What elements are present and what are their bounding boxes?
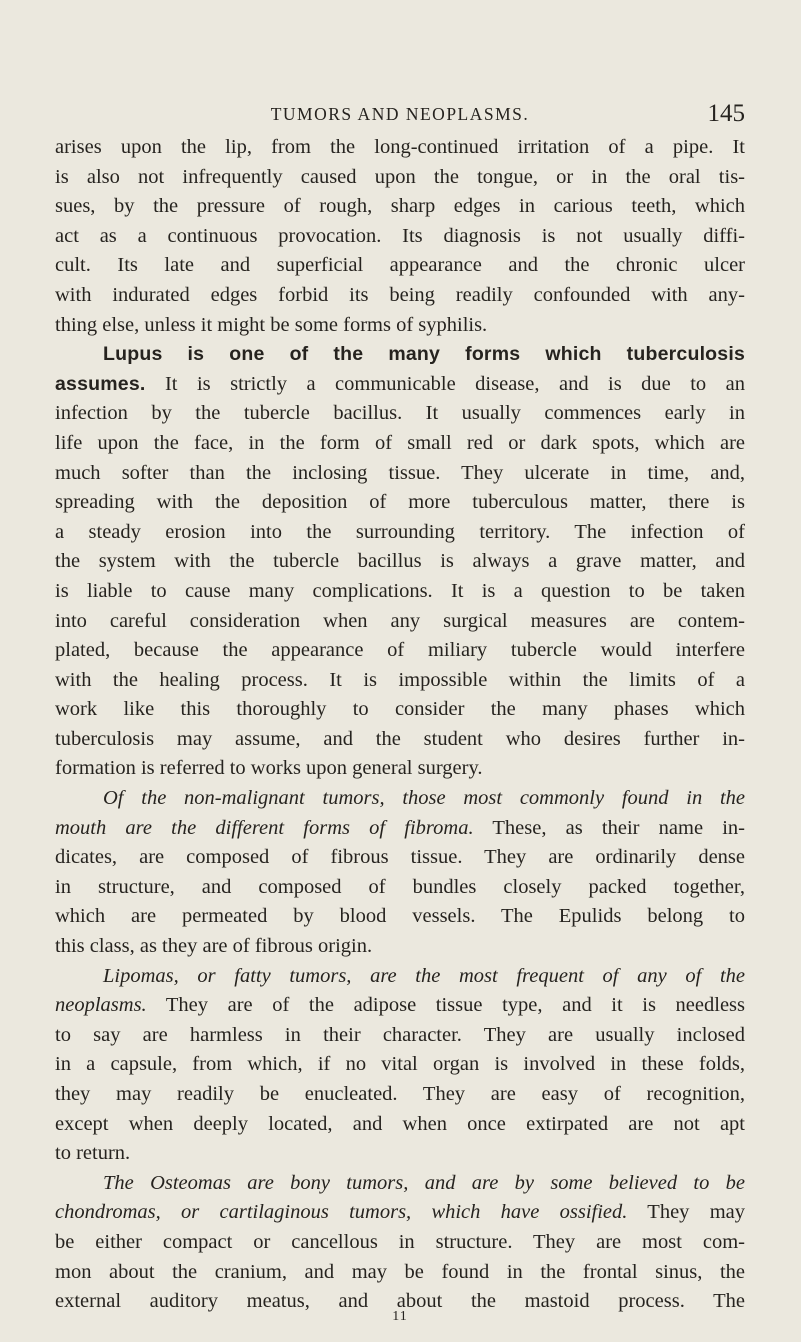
lupus-heading-end: assumes.: [55, 372, 146, 395]
text-line: arises upon the lip, from the long-continued irritation of a pipe. It: [55, 136, 745, 158]
fibroma-heading: Of the non-malignant tumors, those most commonly found in the: [103, 787, 745, 810]
text-line: with indurated edges forbid its being readily confounded with any-: [55, 283, 745, 306]
text-line: is liable to cause many complications. It is a question to be taken: [55, 579, 745, 602]
text-line: the system with the tubercle bacillus is always a grave matter, and: [55, 550, 745, 573]
running-title: TUMORS AND NEOPLASMS.: [270, 104, 530, 124]
text-line: much softer than the inclosing tissue. They ulcerate in time, and,: [55, 461, 745, 484]
text-line: to say are harmless in their character. They are usually inclosed: [55, 1023, 745, 1046]
paragraph-lead-line: [55, 340, 745, 370]
lipoma-heading: Lipomas, or fatty tumors, are the most frequent of any of the: [103, 964, 745, 987]
text-run: They may: [627, 1201, 745, 1224]
paragraph-lead-line: [55, 784, 745, 814]
text-line: this class, as they are of fibrous origin.: [55, 935, 373, 958]
text-run: It is strictly a communicable disease, and is due to an: [145, 372, 745, 395]
paragraph-lead-line: [55, 1198, 745, 1228]
text-line: life upon the face, in the form of small red or dark spots, which are: [55, 431, 745, 454]
text-line: thing else, unless it might be some forms of syphilis.: [55, 313, 488, 336]
text-line: cult. Its late and superficial appearance and the chronic ulcer: [55, 254, 745, 277]
fibroma-heading-end: mouth are the different forms of fibroma.: [55, 816, 474, 839]
lipoma-heading-end: neoplasms.: [55, 994, 147, 1017]
text-line: spreading with the deposition of more tuberculous matter, there is: [55, 491, 745, 514]
osteoma-heading: The Osteomas are bony tumors, and are by some believed to be: [103, 1171, 745, 1194]
text-line: external auditory meatus, and about the mastoid process. The: [55, 1290, 745, 1313]
text-line: with the healing process. It is impossible within the limits of a: [55, 668, 745, 691]
text-line: dicates, are composed of fibrous tissue. They are ordinarily dense: [55, 846, 745, 869]
text-line: mon about the cranium, and may be found in the frontal sinus, the: [55, 1260, 745, 1283]
page-number: 145: [707, 100, 745, 127]
text-run: They are of the adipose tissue type, and it is needless: [146, 994, 745, 1017]
text-line: a steady erosion into the surrounding territory. The infection of: [55, 520, 745, 543]
lupus-heading: Lupus is one of the many forms which tuberculosis: [103, 343, 745, 366]
paragraph-lead-line: [55, 991, 745, 1021]
text-line: except when deeply located, and when once extirpated are not apt: [55, 1112, 745, 1135]
text-line: tuberculosis may assume, and the student who desires further in-: [55, 727, 745, 750]
text-line: plated, because the appearance of miliary tubercle would interfere: [55, 639, 745, 662]
text-line: they may readily be enucleated. They are easy of recognition,: [55, 1083, 745, 1105]
text-line: in structure, and composed of bundles closely packed together,: [55, 875, 745, 898]
text-line: be either compact or cancellous in structure. They are most com-: [55, 1230, 745, 1253]
text-line: to return.: [55, 1142, 131, 1165]
text-line: sues, by the pressure of rough, sharp edges in carious teeth, which: [55, 195, 745, 218]
text-run: These, as their name in-: [473, 816, 746, 839]
running-head: [55, 100, 745, 130]
text-line: formation is referred to works upon general surgery.: [55, 757, 483, 780]
signature-mark: 11: [392, 1309, 408, 1324]
text-line: act as a continuous provocation. Its diagnosis is not usually diffi-: [55, 224, 745, 247]
paragraph-lead-line: [55, 814, 745, 844]
text-line: which are permeated by blood vessels. The Epulids belong to: [55, 905, 745, 928]
paragraph-lead-line: [55, 962, 745, 992]
paragraph-lead-line: [55, 370, 745, 400]
paragraph-lead-line: [55, 1169, 745, 1199]
text-line: is also not infrequently caused upon the tongue, or in the oral tis-: [55, 165, 745, 188]
text-line: work like this thoroughly to consider the many phases which: [55, 698, 745, 721]
text-line: infection by the tubercle bacillus. It usually commences early in: [55, 402, 745, 425]
text-line: into careful consideration when any surgical measures are contem-: [55, 609, 745, 632]
body-text: [55, 133, 745, 1317]
text-line: in a capsule, from which, if no vital organ is involved in these folds,: [55, 1053, 745, 1076]
osteoma-heading-end: chondromas, or cartilaginous tumors, which have ossified.: [55, 1201, 628, 1224]
